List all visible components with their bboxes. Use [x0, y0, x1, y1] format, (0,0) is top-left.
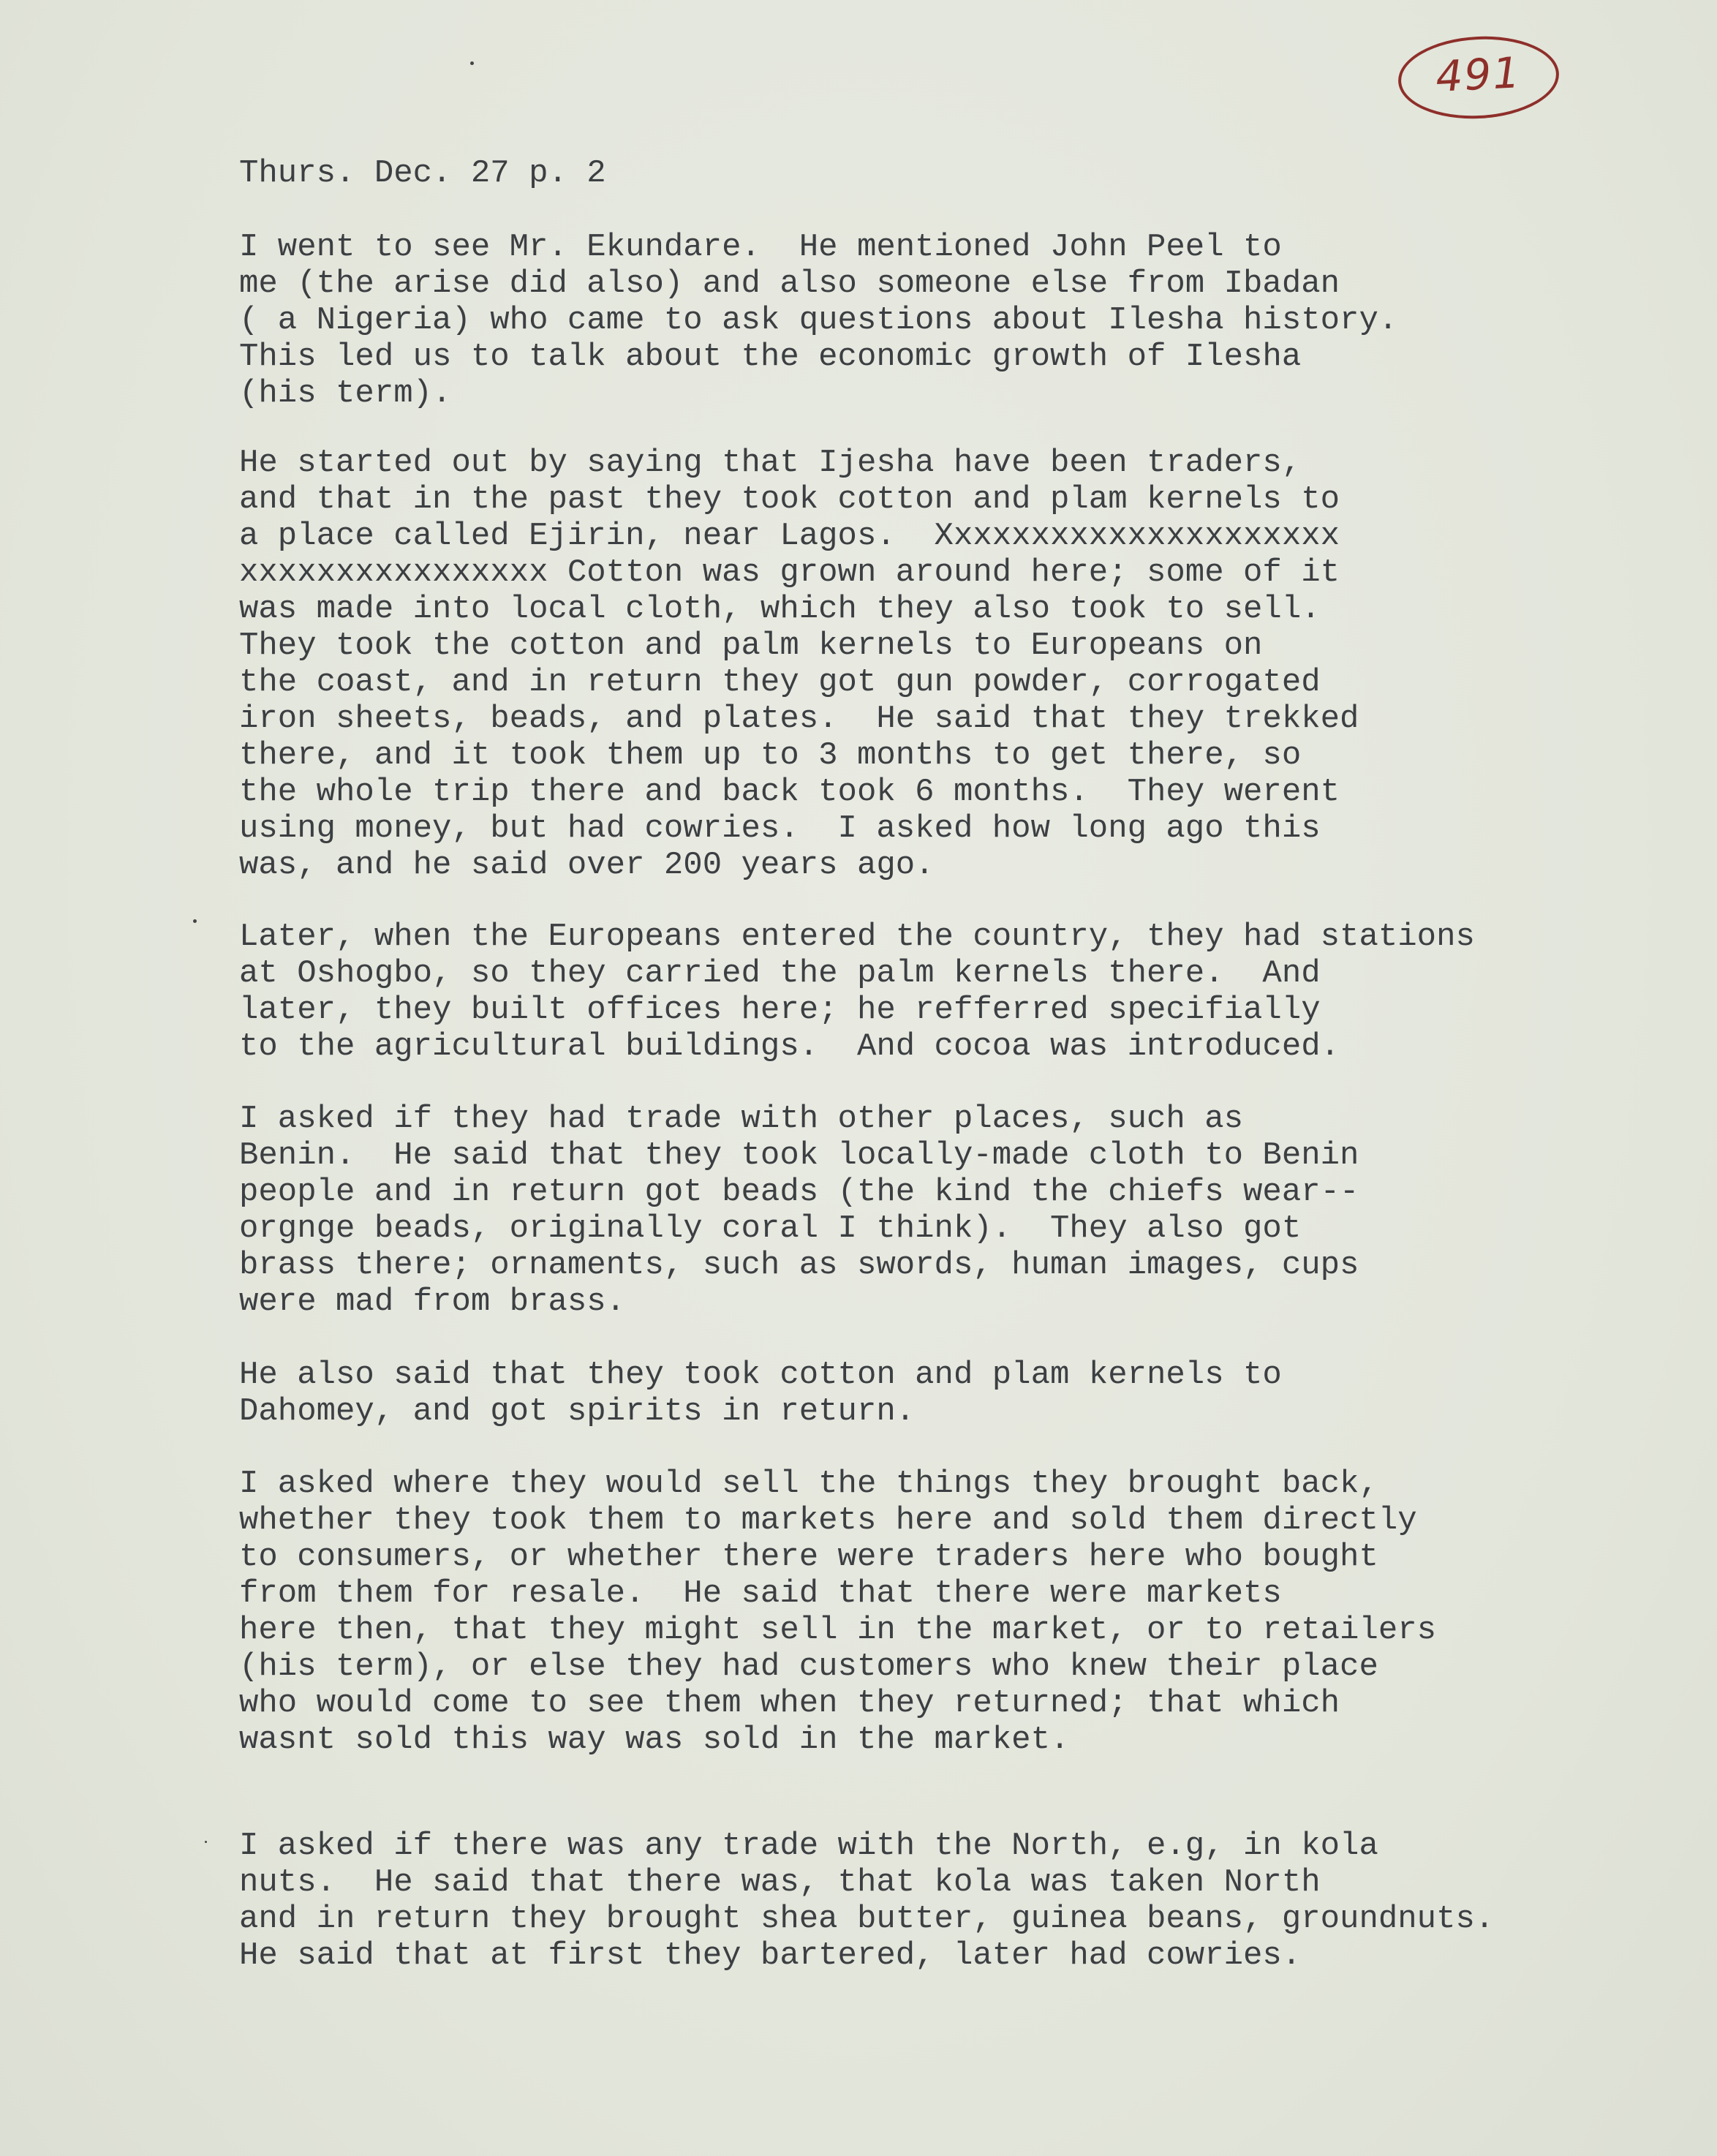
ink-speck	[470, 61, 474, 65]
paragraph-markets: I asked where they would sell the things they brought back, whether they took them to markets here and sold them directly to consumers, or whether there were traders here who bought from them for resale. He said that there were markets here then, that they might sell in the market, or to retailers (his term), or else they had customers who knew their place who would come to see them when they returned; that which wasnt sold this way was sold in the market.	[239, 1466, 1437, 1758]
paragraph-cotton-trade: He started out by saying that Ijesha have been traders, and that in the past they took cotton and plam kernels to a place called Ejirin, near Lagos. Xxxxxxxxxxxxxxxxxxxxx xxxxxxxxxxxxxxxx Cotton was grown around here; some of it was made into local cloth, which they also took to sell. They took the cotton and palm kernels to Europeans on the coast, and in return they got gun powder, corrogated iron sheets, beads, and plates. He said that they trekked there, and it took them up to 3 months to get there, so the whole trip there and back took 6 months. They werent using money, but had cowries. I asked how long ago this was, and he said over 200 years ago.	[239, 445, 1359, 883]
page-heading: Thurs. Dec. 27 p. 2	[239, 155, 606, 192]
page-number: 491	[1434, 47, 1522, 102]
page-number-stamp	[1396, 32, 1561, 122]
ink-speck	[193, 919, 197, 923]
paragraph-europeans: Later, when the Europeans entered the country, they had stations at Oshogbo, so they carried the palm kernels there. And later, they built offices here; he refferred specifially to the agricultural buildings. And cocoa was introduced.	[239, 919, 1475, 1065]
paragraph-benin-trade: I asked if they had trade with other places, such as Benin. He said that they took locally-made cloth to Benin people and in return got beads (the kind the chiefs wear-- orgnge beads, originally coral I think). They also got brass there; ornaments, such as swords, human images, cups were mad from brass.	[239, 1101, 1359, 1320]
paragraph-dahomey: He also said that they took cotton and plam kernels to Dahomey, and got spirits in return.	[239, 1357, 1282, 1430]
paragraph-visit-ekundare: I went to see Mr. Ekundare. He mentioned John Peel to me (the arise did also) and also someone else from Ibadan ( a Nigeria) who came to ask questions about Ilesha history. This led us to talk about the economic growth of Ilesha (his term).	[239, 229, 1398, 412]
ink-speck	[205, 1841, 207, 1843]
paragraph-north-trade: I asked if there was any trade with the North, e.g, in kola nuts. He said that there was, that kola was taken North and in return they brought shea butter, guinea beans, groundnuts. He said that at first they bartered, later had cowries.	[239, 1828, 1495, 1974]
